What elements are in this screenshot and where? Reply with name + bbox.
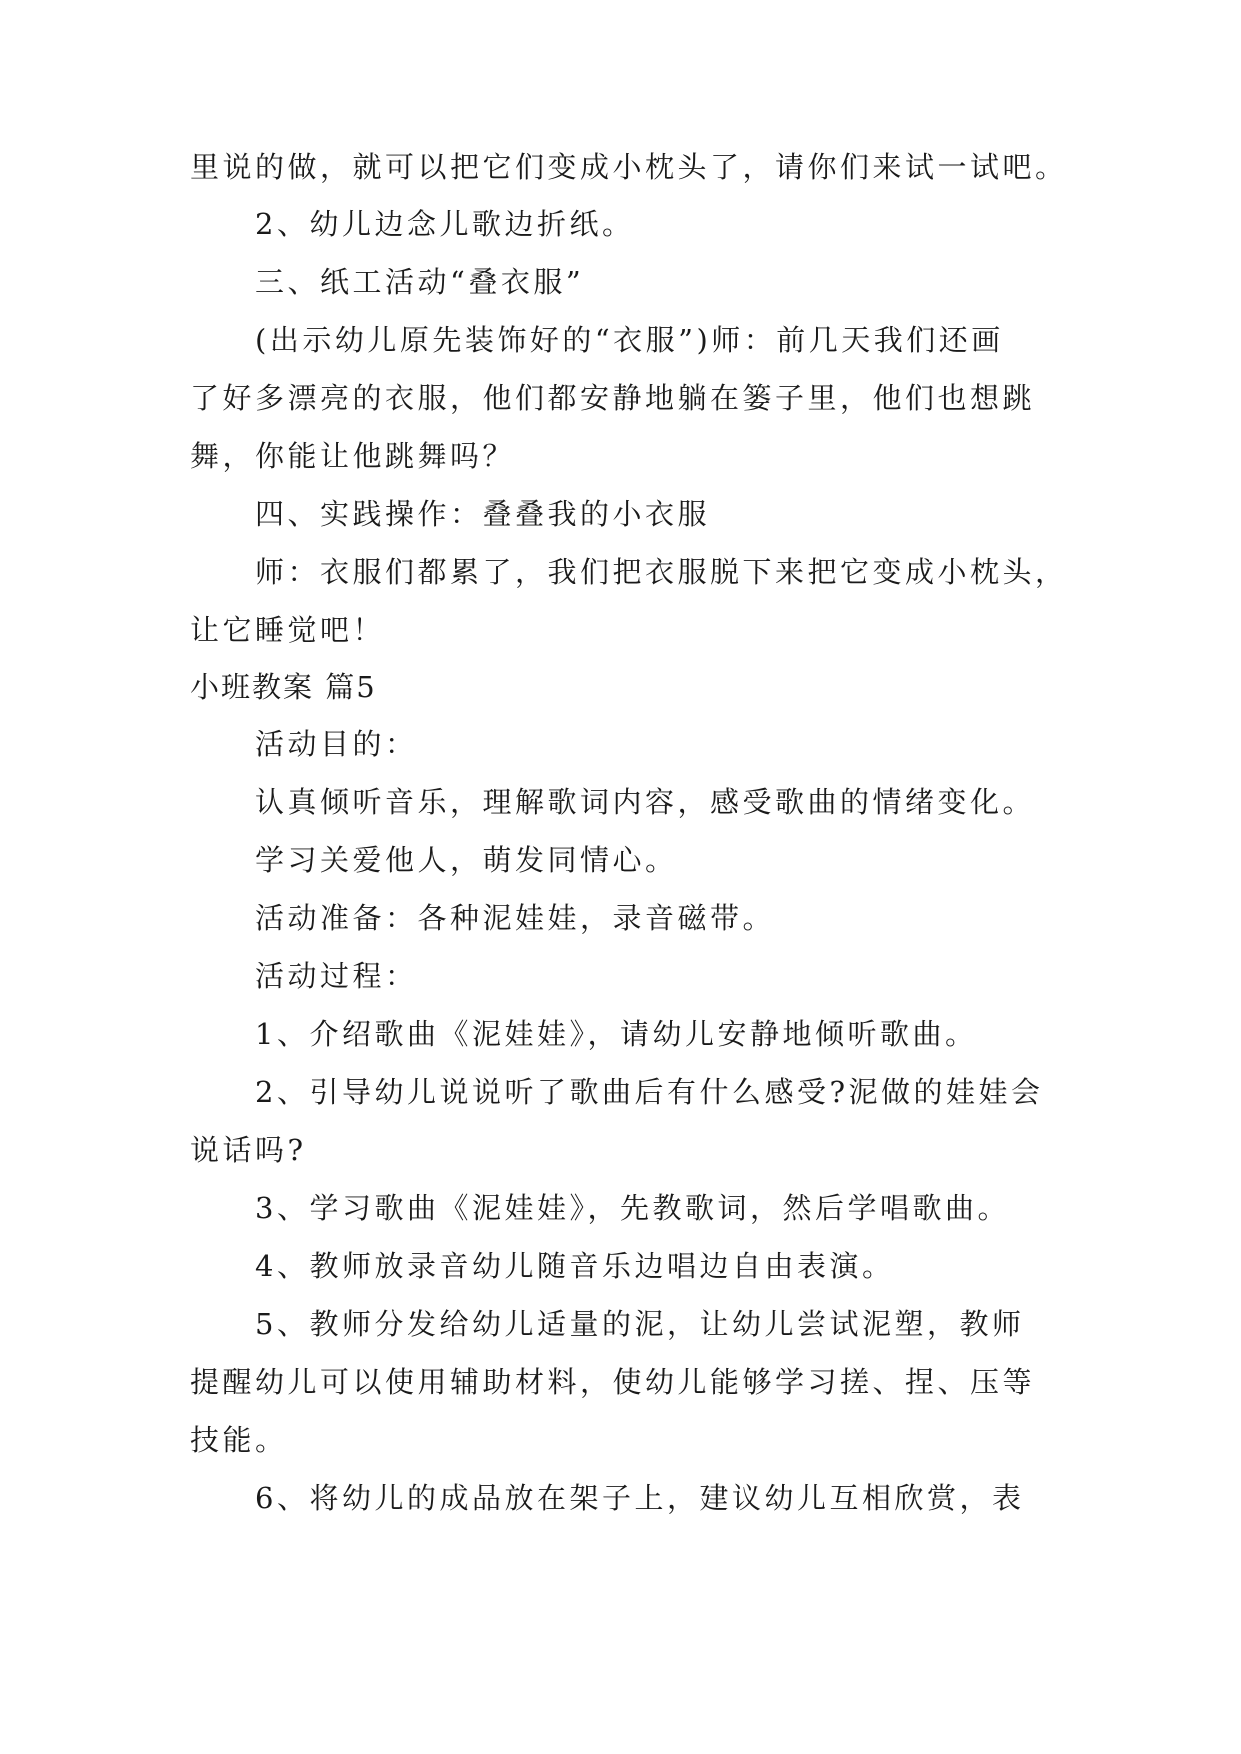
paragraph-line: 活动准备：各种泥娃娃，录音磁带。 xyxy=(255,901,776,935)
paragraph-line: 2、幼儿边念儿歌边折纸。 xyxy=(255,207,635,241)
paragraph-line: 2、引导幼儿说说听了歌曲后有什么感受?泥做的娃娃会 xyxy=(255,1075,1044,1109)
paragraph-line: 技能。 xyxy=(190,1423,288,1457)
paragraph-line: 提醒幼儿可以使用辅助材料，使幼儿能够学习搓、捏、压等 xyxy=(190,1365,1036,1399)
paragraph-line: 6、将幼儿的成品放在架子上，建议幼儿互相欣赏，表 xyxy=(255,1481,1025,1515)
section-heading: 三、纸工活动“叠衣服” xyxy=(255,265,585,299)
paragraph-line: 3、学习歌曲《泥娃娃》，先教歌词，然后学唱歌曲。 xyxy=(255,1191,1010,1225)
paragraph-line: 让它睡觉吧！ xyxy=(190,613,386,647)
paragraph-line: 5、教师分发给幼儿适量的泥，让幼儿尝试泥塑，教师 xyxy=(255,1307,1025,1341)
paragraph-line: 师：衣服们都累了，我们把衣服脱下来把它变成小枕头， xyxy=(255,555,1068,589)
section-heading: 活动目的： xyxy=(255,727,418,761)
paragraph-line: (出示幼儿原先装饰好的“衣服”)师：前几天我们还画 xyxy=(255,323,1004,357)
paragraph-line: 认真倾听音乐，理解歌词内容，感受歌曲的情绪变化。 xyxy=(255,785,1036,819)
paragraph-line: 1、介绍歌曲《泥娃娃》，请幼儿安静地倾听歌曲。 xyxy=(255,1017,978,1051)
section-heading: 活动过程： xyxy=(255,959,418,993)
paragraph-line: 说话吗? xyxy=(190,1133,307,1167)
section-heading: 四、实践操作：叠叠我的小衣服 xyxy=(255,497,711,531)
paragraph-line: 学习关爱他人，萌发同情心。 xyxy=(255,843,678,877)
paragraph-line: 里说的做，就可以把它们变成小枕头了，请你们来试一试吧。 xyxy=(190,150,1068,184)
paragraph-line: 了好多漂亮的衣服，他们都安静地躺在篓子里，他们也想跳 xyxy=(190,381,1036,415)
paragraph-line: 舞，你能让他跳舞吗？ xyxy=(190,439,516,473)
article-title: 小班教案 篇5 xyxy=(190,670,377,704)
paragraph-line: 4、教师放录音幼儿随音乐边唱边自由表演。 xyxy=(255,1249,895,1283)
